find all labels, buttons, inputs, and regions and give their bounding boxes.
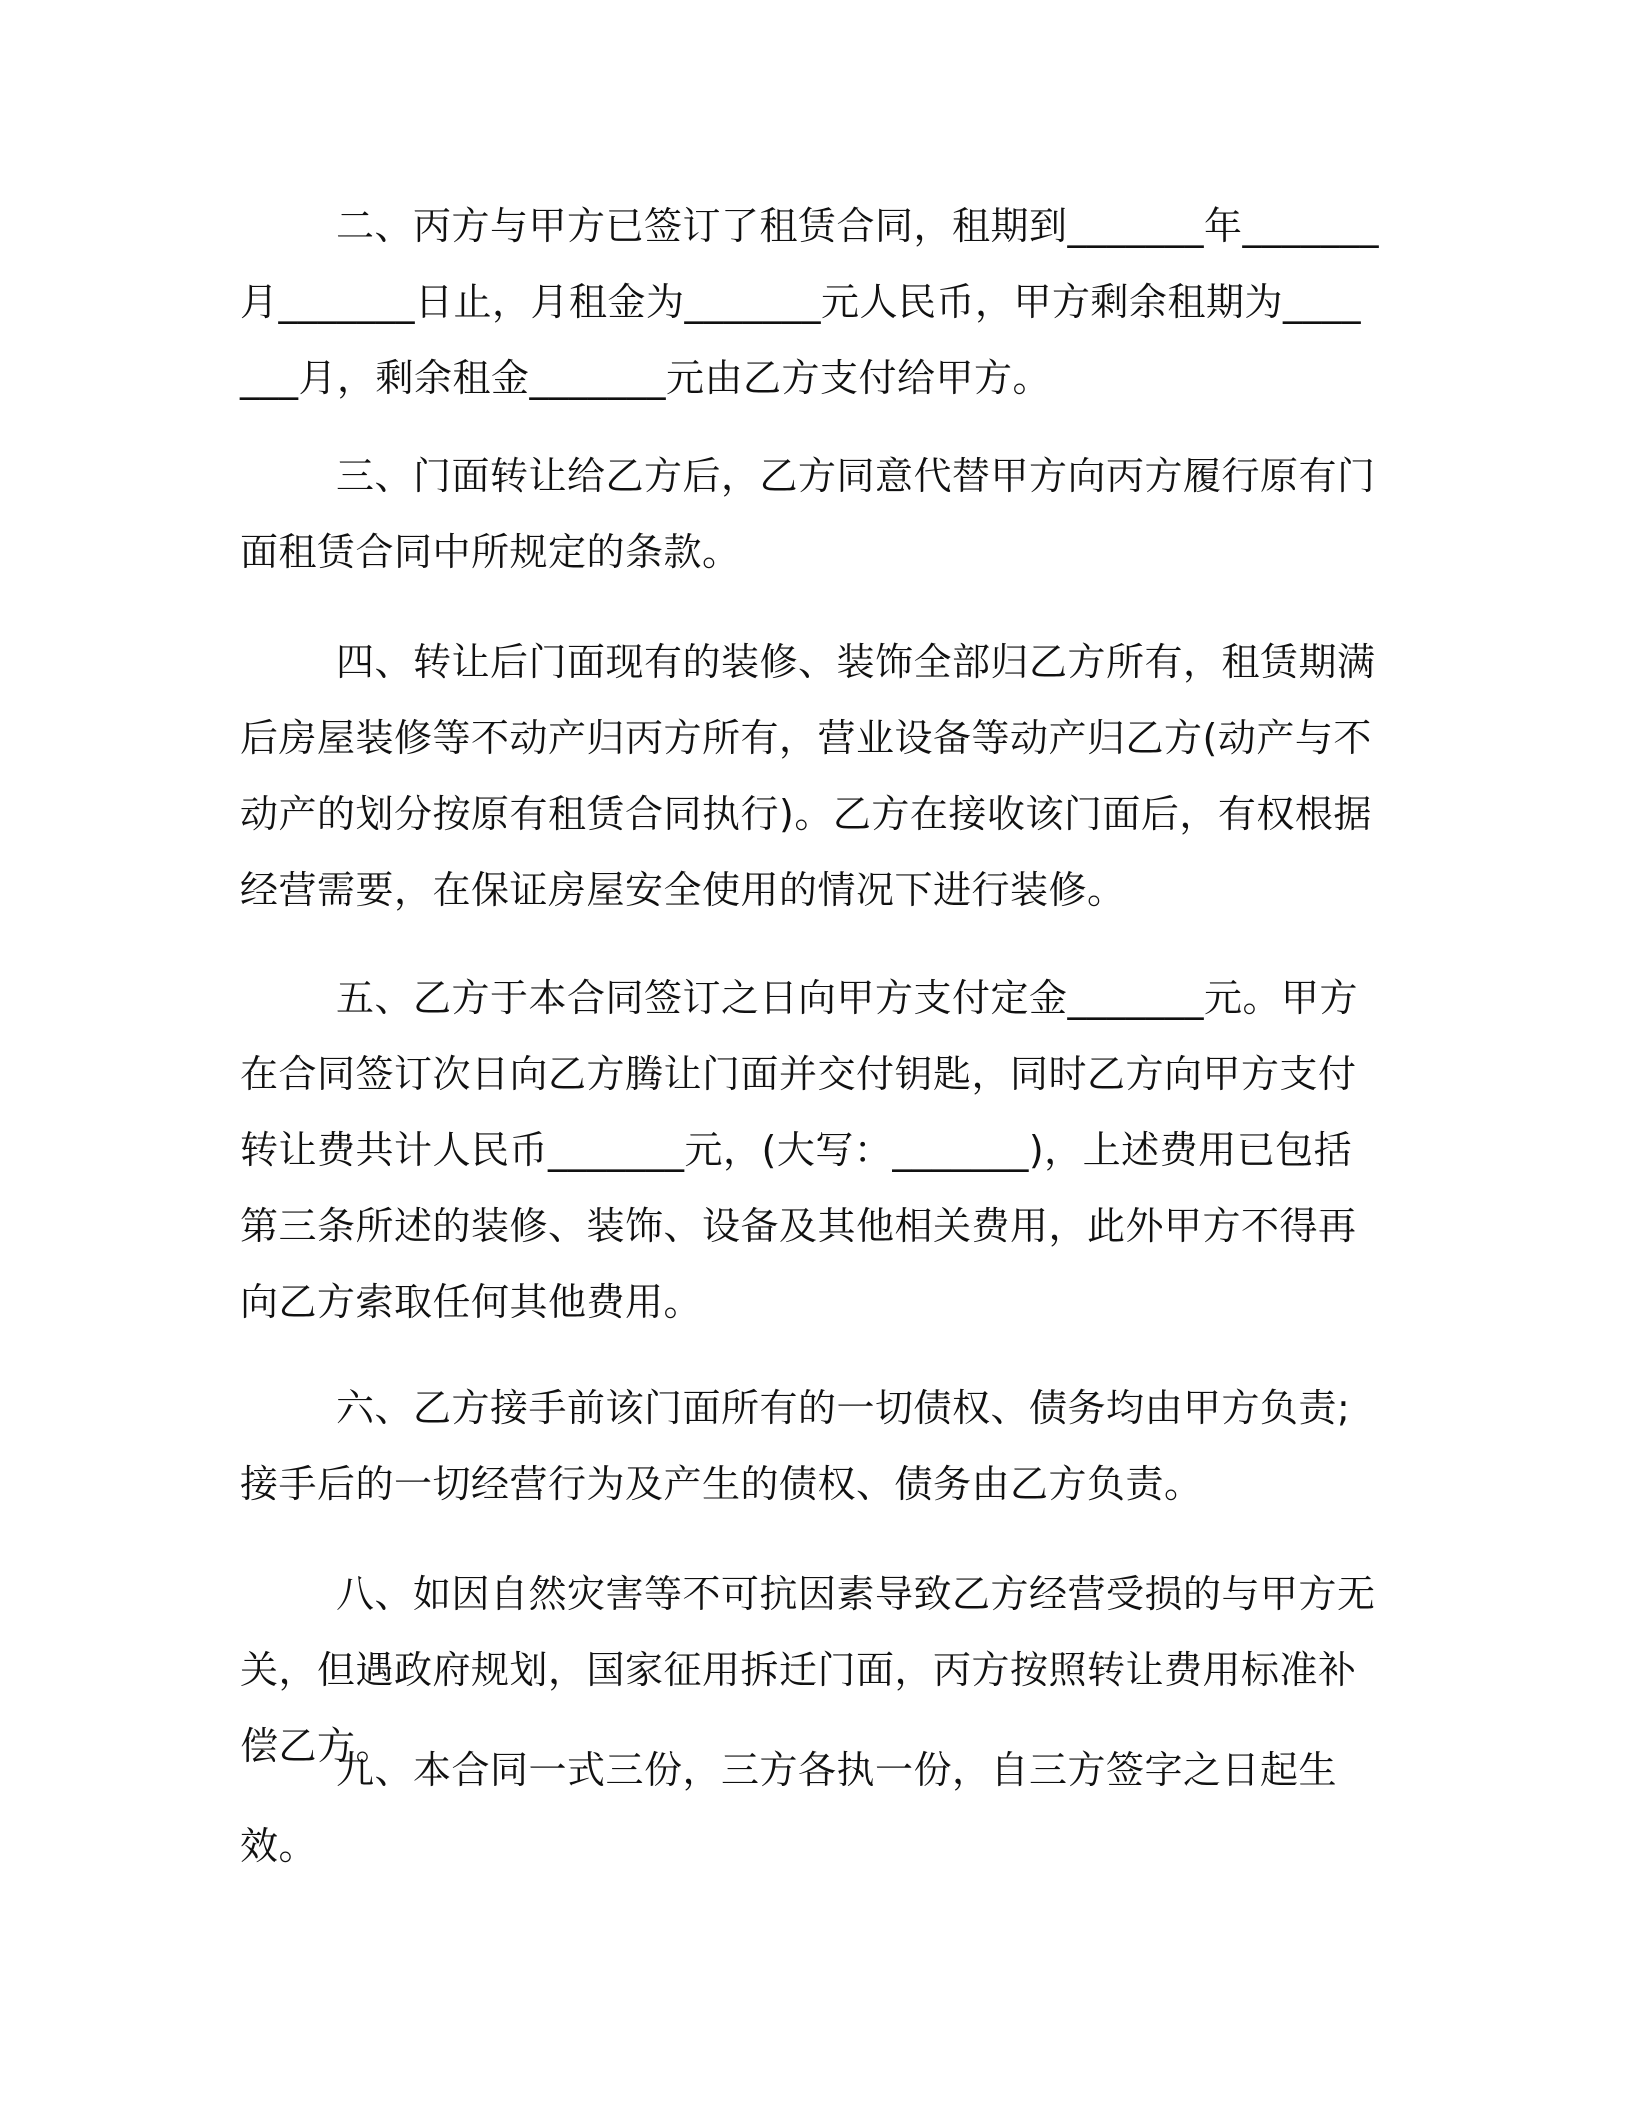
clause-2: 二、丙方与甲方已签订了租赁合同，租期到_______年_______月_______日止，月租金为_______元人民币，甲方剩余租期为_______月，剩余租金_______元由乙方支付给甲方。 [240,204,1380,400]
clause-6: 六、乙方接手前该门面所有的一切债权、债务均由甲方负责;接手后的一切经营行为及产生的债权、债务由乙方负责。 [240,1386,1351,1506]
clause-9: 九、本合同一式三份，三方各执一份，自三方签字之日起生效。 [240,1748,1338,1868]
clause-4: 四、转让后门面现有的装修、装饰全部归乙方所有，租赁期满后房屋装修等不动产归丙方所有，营业设备等动产归乙方(动产与不动产的划分按原有租赁合同执行)。乙方在接收该门面后，有权根据经营需要，在保证房屋安全使用的情况下进行装修。 [240,640,1376,912]
clause-8: 八、如因自然灾害等不可抗因素导致乙方经营受损的与甲方无关，但遇政府规划，国家征用拆迁门面，丙方按照转让费用标准补偿乙方。 [240,1572,1376,1768]
clause-5: 五、乙方于本合同签订之日向甲方支付定金_______元。甲方在合同签订次日向乙方腾让门面并交付钥匙，同时乙方向甲方支付转让费共计人民币_______元，(大写：_______)，上述费用已包括第三条所述的装修、装饰、设备及其他相关费用，此外甲方不得再向乙方索取任何其他费用。 [240,976,1359,1324]
clause-3: 三、门面转让给乙方后，乙方同意代替甲方向丙方履行原有门面租赁合同中所规定的条款。 [240,454,1376,574]
